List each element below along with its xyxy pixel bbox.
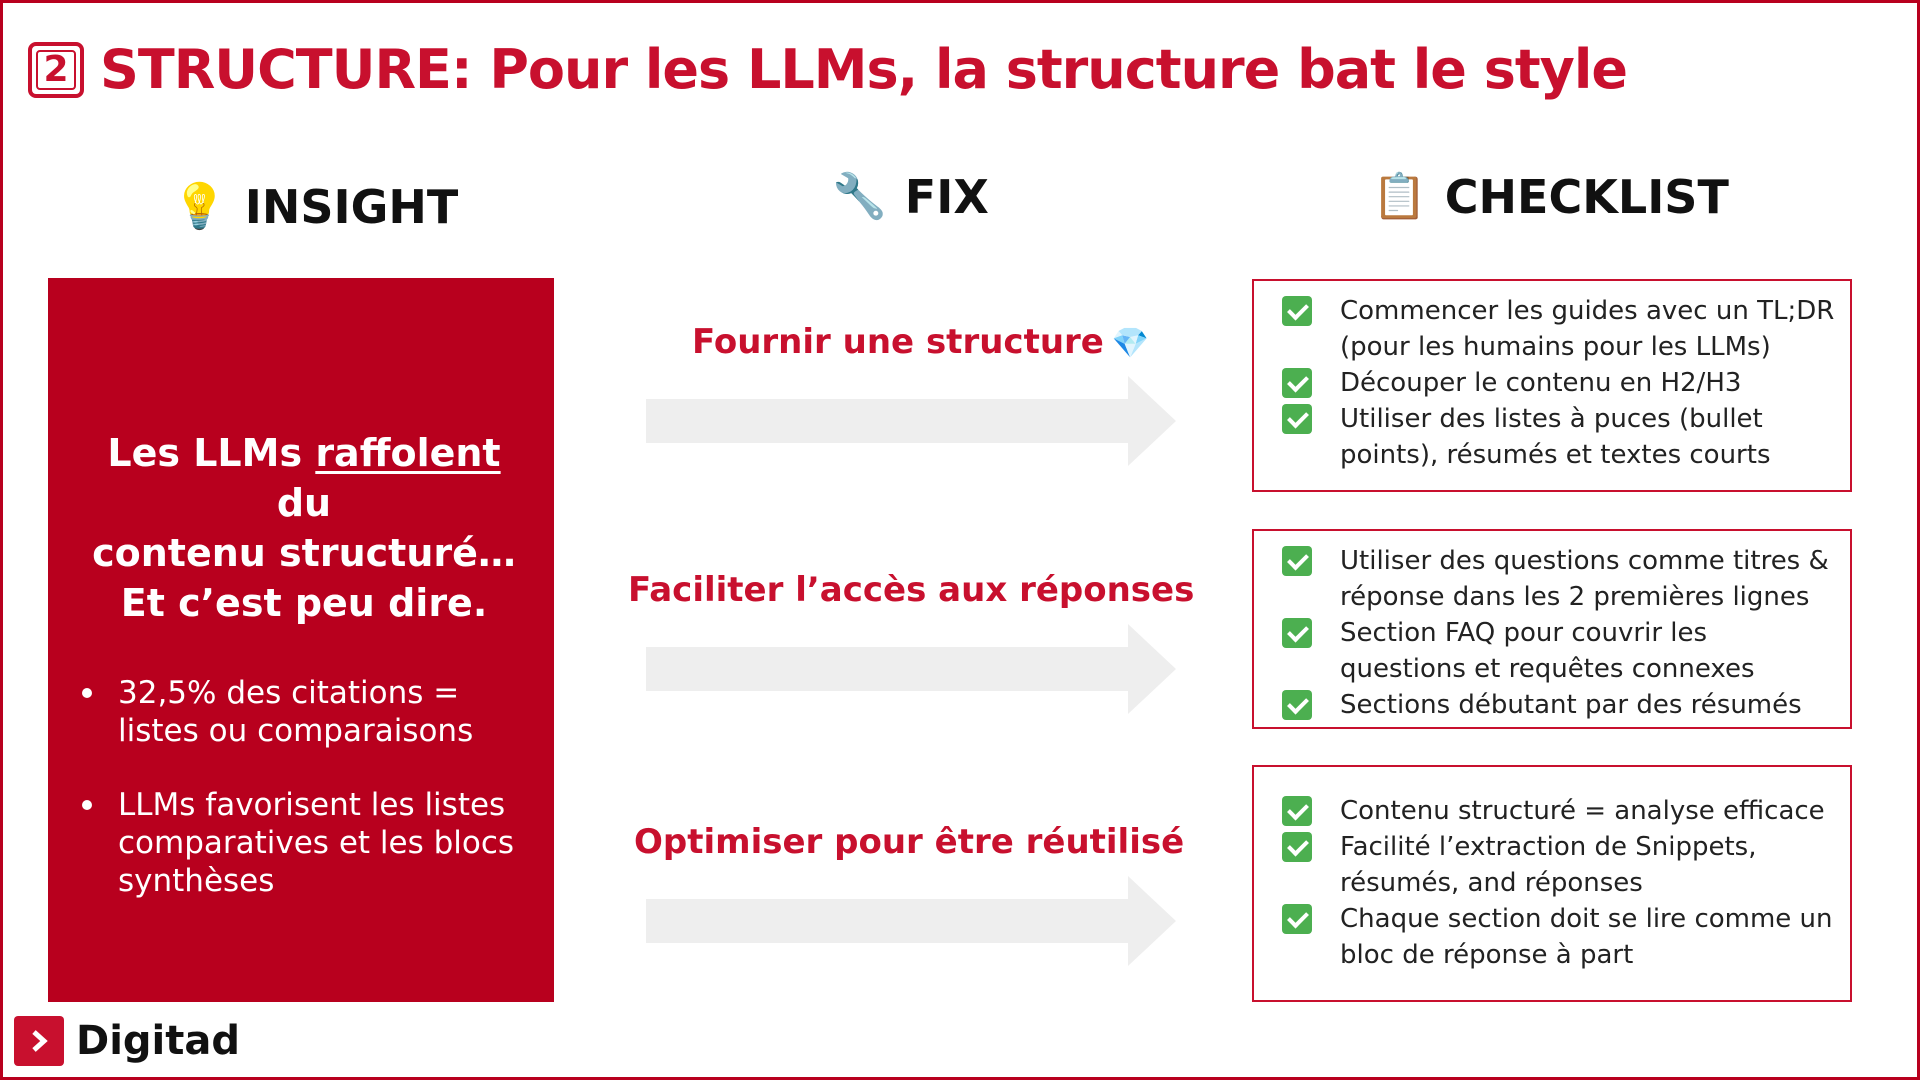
checklist-item [1282,687,1836,723]
title-row [28,38,1627,101]
logo-chevron-icon [14,1016,64,1066]
checkmark-icon [1282,904,1312,934]
insight-headline-part2: du [276,481,332,525]
insight-headline-line3: Et c’est peu dire. [120,581,488,625]
checklist-item-text: Utiliser des questions comme titres & réponse dans les 2 premières lignes [1340,546,1829,612]
insight-headline-line2: contenu structuré… [92,531,516,575]
checkmark-icon [1282,404,1312,434]
checkmark-icon [1282,832,1312,862]
insight-headline-emphasis: raffolent [315,431,501,475]
checklist-item-text: Découper le contenu en H2/H3 [1340,368,1742,398]
arrow-icon [646,876,1176,966]
fix-label-text: Fournir une structure [692,322,1104,362]
fix-label-acces: Faciliter l’accès aux réponses [628,570,1195,610]
insight-bullets [78,674,530,900]
checklist-item-text: Section FAQ pour couvrir les questions et requêtes connexes [1340,618,1755,684]
checklist-header [1372,170,1729,224]
fix-label-structure [692,322,1149,362]
wrench-icon: 🔧 [832,171,887,222]
checklist-item [1282,293,1836,365]
checkmark-icon [1282,368,1312,398]
checklist-item [1282,793,1836,829]
checklist-box-structure [1252,279,1852,492]
digitad-logo [14,1016,240,1066]
checklist-item [1282,901,1836,973]
insight-panel [48,278,554,1002]
fix-header-label: FIX [904,170,989,224]
page-title: STRUCTURE: Pour les LLMs, la structure bat le style [100,38,1627,101]
checklist-item-text: Utiliser des listes à puces (bullet points), résumés et textes courts [1340,404,1771,470]
checklist-item-text: Sections débutant par des résumés [1340,690,1802,720]
insight-headline-part1: Les LLMs [107,431,303,475]
checklist-item-text: Facilité l’extraction de Snippets, résumés, and réponses [1340,832,1757,898]
checklist-header-label: CHECKLIST [1444,170,1729,224]
checklist-box-reutilise [1252,765,1852,1002]
checklist-item [1282,615,1836,687]
insight-header [172,180,458,234]
checklist-item [1282,401,1836,473]
insight-header-label: INSIGHT [244,180,459,234]
checklist-item-text: Contenu structuré = analyse efficace [1340,796,1825,826]
gem-icon: 💎 [1111,326,1150,361]
arrow-icon [646,624,1176,714]
checklist-item [1282,365,1836,401]
lightbulb-icon: 💡 [172,181,227,232]
checklist-box-acces [1252,529,1852,729]
checklist-item-text: Chaque section doit se lire comme un bloc de réponse à part [1340,904,1833,970]
checkmark-icon [1282,618,1312,648]
step-number: 2 [43,48,69,90]
logo-text: Digitad [76,1018,241,1064]
fix-header [832,170,989,224]
checkmark-icon [1282,296,1312,326]
arrow-icon [646,376,1176,466]
insight-headline [78,428,530,628]
step-number-badge [28,42,84,98]
checklist-item [1282,829,1836,901]
fix-label-reutilise: Optimiser pour être réutilisé [634,822,1185,862]
checklist-item-text: Commencer les guides avec un TL;DR (pour les humains pour les LLMs) [1340,296,1835,362]
checkmark-icon [1282,796,1312,826]
insight-bullet: LLMs favorisent les listes comparatives et les blocs synthèses [78,786,530,900]
checklist-item [1282,543,1836,615]
checkmark-icon [1282,546,1312,576]
clipboard-icon: 📋 [1372,171,1427,222]
checkmark-icon [1282,690,1312,720]
insight-bullet: 32,5% des citations = listes ou comparaisons [78,674,530,750]
